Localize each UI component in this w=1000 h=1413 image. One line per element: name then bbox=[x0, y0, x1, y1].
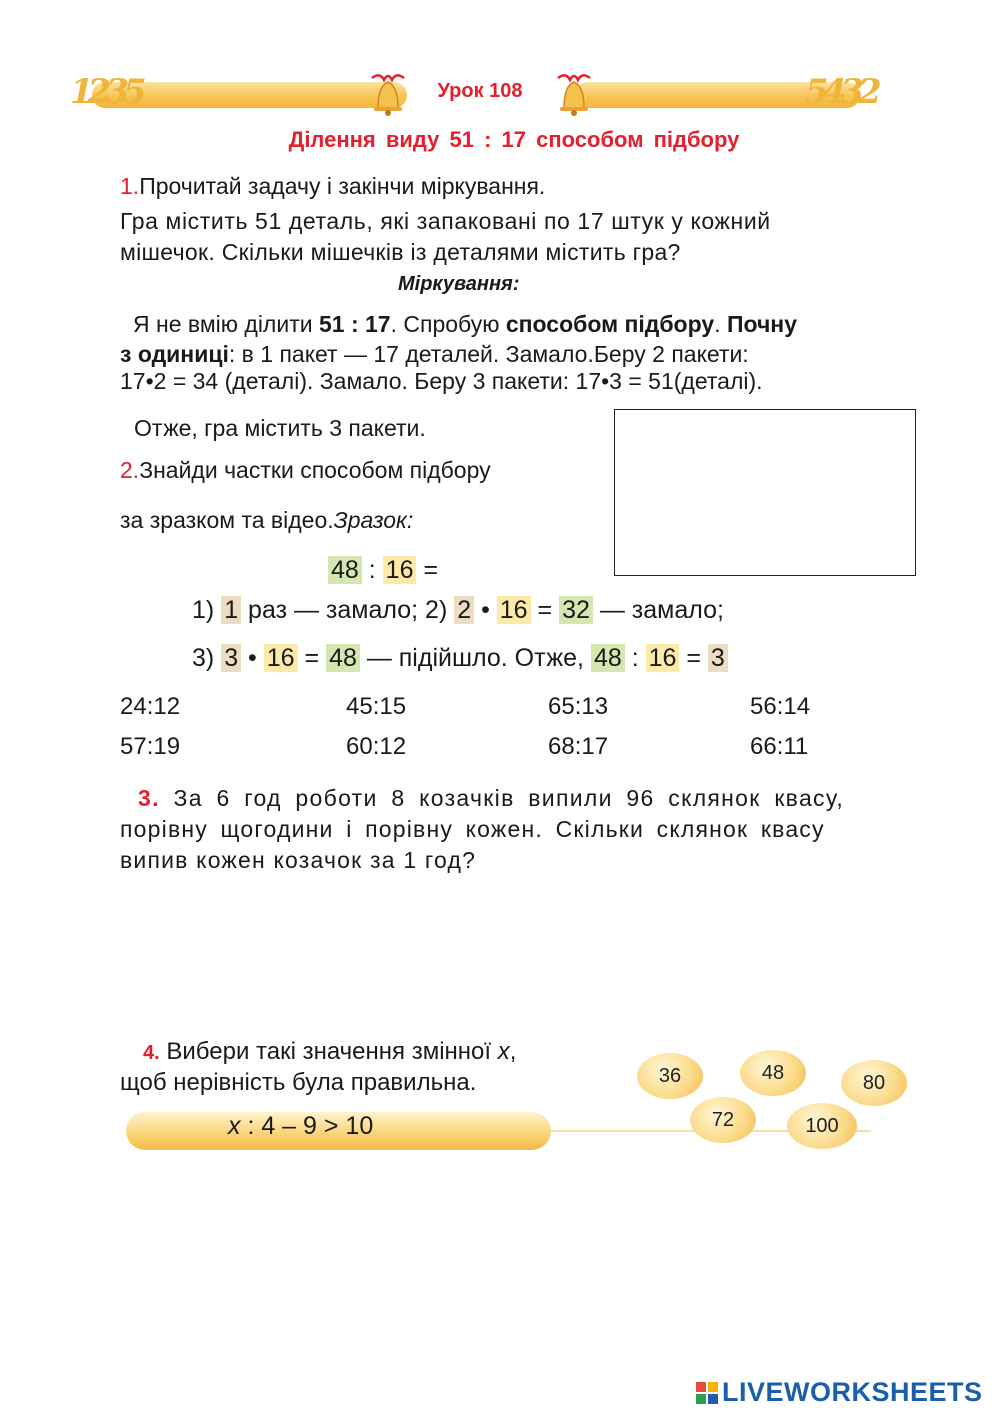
inequality-expression: : 4 – 9 > 10 bbox=[240, 1112, 374, 1140]
task1-instruction bbox=[120, 171, 545, 201]
task3-line1 bbox=[138, 783, 844, 813]
reasoning-label: Міркування: bbox=[398, 273, 520, 295]
reasoning-start: Почну bbox=[726, 311, 797, 337]
result-colon: : bbox=[624, 644, 646, 672]
step-text: раз — замало; 2) bbox=[241, 596, 455, 624]
step-text: — підійшло. Отже, bbox=[359, 644, 591, 672]
option-chip[interactable]: 80 bbox=[841, 1060, 907, 1106]
task1-problem-line1: Гра містить 51 деталь, які запаковані по 17 штук у кожний bbox=[120, 208, 771, 234]
task1-problem-line2: мішечок. Скільки мішечків із деталями містить гра? bbox=[120, 239, 681, 265]
reasoning-text: . Спробую bbox=[390, 311, 506, 337]
step-dot: • bbox=[241, 644, 264, 672]
sample-dividend: 48 bbox=[328, 556, 362, 584]
step-text: 3) bbox=[192, 644, 222, 672]
option-chip[interactable]: 48 bbox=[740, 1050, 806, 1096]
task1-number: 1. bbox=[120, 173, 140, 199]
inequality bbox=[228, 1112, 373, 1141]
option-chip[interactable]: 72 bbox=[690, 1097, 756, 1143]
task3-number: 3. bbox=[138, 785, 160, 811]
step-divisor: 16 bbox=[264, 644, 298, 672]
result-divisor: 16 bbox=[646, 644, 680, 672]
logo-icon bbox=[696, 1382, 718, 1404]
reasoning-text: . bbox=[714, 311, 727, 337]
task4-number: 4. bbox=[143, 1042, 160, 1064]
result-dividend: 48 bbox=[591, 644, 625, 672]
reasoning-line3: 17•2 = 34 (деталі). Замало. Беру 3 пакети: 17•3 = 51(деталі). bbox=[120, 368, 763, 394]
lesson-title: Урок 108 bbox=[437, 80, 523, 102]
task2-line2 bbox=[120, 505, 413, 535]
step-equals: = bbox=[297, 644, 327, 672]
reasoning-text: : в 1 пакет — 17 деталей. Замало.Беру 2 пакети: bbox=[228, 341, 749, 367]
reasoning-method: способом підбору bbox=[505, 311, 715, 337]
division-problem: 65:13 bbox=[548, 693, 609, 720]
sample-divisor: 16 bbox=[383, 556, 417, 584]
task4-line1 bbox=[143, 1037, 516, 1068]
sample-equals: = bbox=[423, 556, 439, 584]
reasoning-line2 bbox=[120, 339, 749, 369]
option-chip[interactable]: 36 bbox=[637, 1053, 703, 1099]
task2-instruction: Знайди частки способом підбору bbox=[139, 457, 491, 483]
logo-text: LIVEWORKSHEETS bbox=[722, 1377, 983, 1407]
task3-line3: випив кожен козачок за 1 год? bbox=[120, 847, 477, 873]
step-dot: • bbox=[474, 596, 497, 624]
lesson-subtitle: Ділення виду 51 : 17 способом підбору bbox=[288, 127, 740, 152]
sample-label: Зразок: bbox=[333, 507, 414, 533]
division-problem: 57:19 bbox=[120, 733, 181, 760]
step-product: 48 bbox=[326, 644, 360, 672]
step-number: 2 bbox=[454, 596, 474, 624]
decorative-numbers-right: 5432 bbox=[805, 72, 876, 112]
inequality-variable: x bbox=[228, 1112, 241, 1140]
task3-line2: порівну щогодини і порівну кожен. Скільки склянок квасу bbox=[120, 816, 825, 842]
task4-line2: щоб нерівність була правильна. bbox=[120, 1069, 477, 1096]
sample-step3 bbox=[192, 644, 728, 673]
option-chip[interactable]: 100 bbox=[787, 1103, 857, 1149]
sample-step1 bbox=[192, 596, 724, 625]
task4-text: , bbox=[509, 1038, 517, 1065]
task2-instruction-cont: за зразком та відео. bbox=[120, 507, 334, 533]
reasoning-from-one: з одиниці bbox=[120, 341, 229, 367]
task4-text: Вибери такі значення змінної bbox=[166, 1038, 498, 1065]
answer-box[interactable] bbox=[614, 409, 916, 576]
step-text: 1) bbox=[192, 596, 222, 624]
sample-colon: : bbox=[368, 556, 376, 584]
reasoning-line1 bbox=[133, 309, 797, 339]
task1-conclusion: Отже, гра містить 3 пакети. bbox=[134, 415, 426, 441]
reasoning-text: Я не вмію ділити bbox=[133, 311, 319, 337]
division-problem: 68:17 bbox=[548, 733, 609, 760]
task3-text: За 6 год роботи 8 козачків випили 96 склянок квасу, bbox=[173, 785, 845, 811]
decorative-numbers-left: 1235 bbox=[70, 72, 141, 112]
division-problem: 45:15 bbox=[346, 693, 407, 720]
task2-line1 bbox=[120, 455, 491, 485]
division-problem: 24:12 bbox=[120, 693, 181, 720]
result-equals: = bbox=[679, 644, 708, 672]
division-problem: 66:11 bbox=[750, 733, 809, 760]
step-number: 1 bbox=[221, 596, 241, 624]
task4-variable: x bbox=[497, 1038, 510, 1065]
liveworksheets-logo[interactable] bbox=[696, 1377, 983, 1408]
reasoning-expression: 51 : 17 bbox=[318, 311, 391, 337]
step-product: 32 bbox=[559, 596, 593, 624]
bell-icon-right bbox=[548, 70, 600, 116]
sample-expression bbox=[328, 556, 438, 585]
task1-instruction-text: Прочитай задачу і закінчи міркування. bbox=[139, 173, 546, 199]
task2-number: 2. bbox=[120, 457, 140, 483]
result-quotient: 3 bbox=[708, 644, 728, 672]
step-text: — замало; bbox=[592, 596, 724, 624]
step-number: 3 bbox=[221, 644, 241, 672]
step-equals: = bbox=[530, 596, 560, 624]
division-problem: 56:14 bbox=[750, 693, 811, 720]
step-divisor: 16 bbox=[497, 596, 531, 624]
division-problem: 60:12 bbox=[346, 733, 407, 760]
